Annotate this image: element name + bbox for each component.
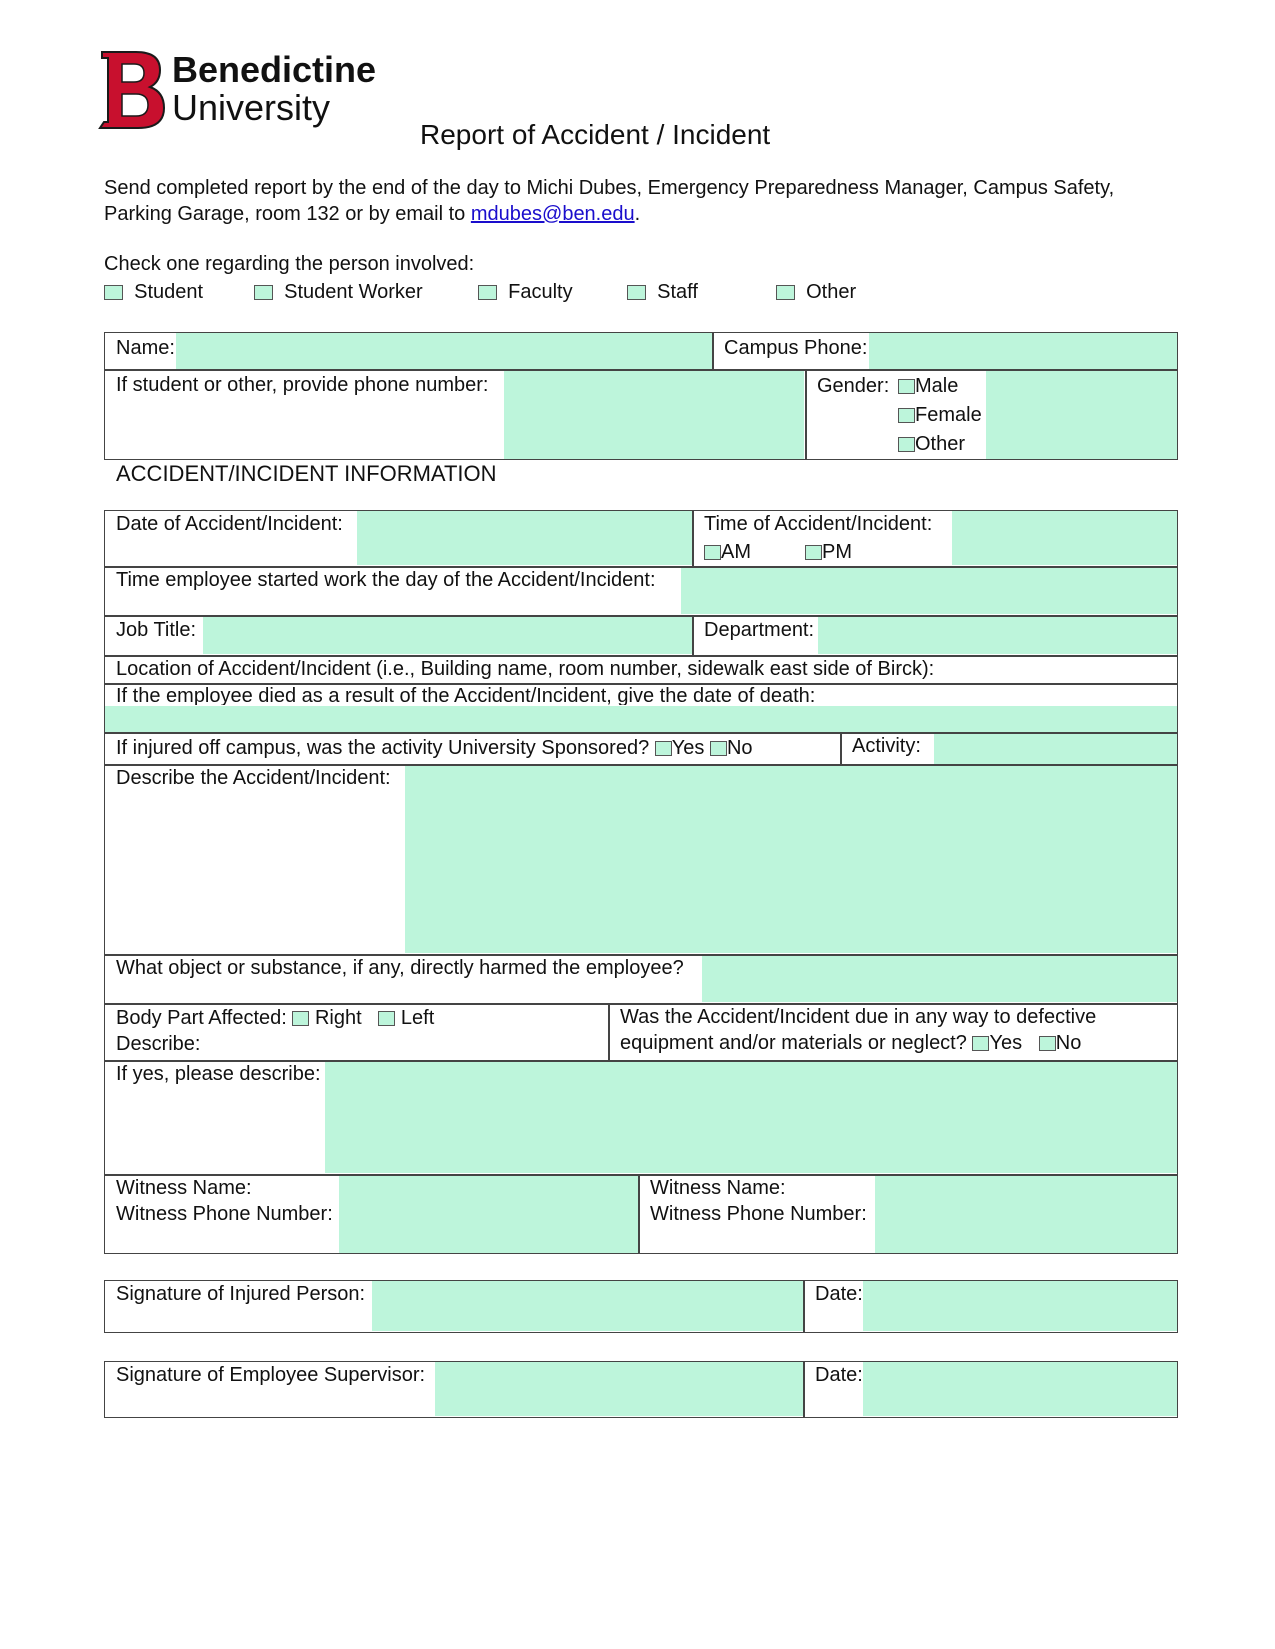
person-option-faculty[interactable] (478, 280, 573, 304)
checkbox-no[interactable] (710, 741, 727, 756)
checkbox-yes[interactable] (972, 1036, 989, 1051)
other-phone-label: If student or other, provide phone number: (116, 374, 489, 396)
checkbox[interactable] (104, 285, 123, 300)
job-title-label: Job Title: (116, 619, 197, 641)
date-label: Date of Accident/Incident: (116, 513, 343, 535)
option-label: Other (915, 433, 966, 455)
gender-option-other[interactable] (898, 432, 965, 456)
person-option-other[interactable] (776, 280, 856, 304)
person-option-student[interactable] (104, 280, 203, 304)
accident-table (104, 510, 1178, 1254)
section-heading: ACCIDENT/INCIDENT INFORMATION (116, 461, 497, 486)
body-describe-label: Describe: (116, 1033, 201, 1055)
option-label: Yes (671, 737, 705, 759)
witness2-phone-label: Witness Phone Number: (650, 1203, 867, 1225)
option-label: Staff (657, 281, 698, 303)
defective-label-line2 (620, 1031, 1081, 1055)
checkbox-left[interactable] (378, 1011, 395, 1026)
body-part-label (116, 1006, 434, 1030)
activity-label: Activity: (852, 735, 921, 757)
time-option-am[interactable] (704, 540, 751, 564)
divider (803, 1361, 805, 1418)
option-label: Other (806, 281, 857, 303)
department-label: Department: (704, 619, 815, 641)
describe-label: Describe the Accident/Incident: (116, 767, 391, 789)
divider (104, 615, 1178, 617)
option-label: Female (915, 404, 982, 426)
checkbox[interactable] (776, 285, 795, 300)
divider (840, 732, 842, 765)
logo-wordmark-line2: University (172, 87, 331, 128)
divider (692, 615, 694, 656)
divider (104, 732, 1178, 734)
checkbox-no[interactable] (1039, 1036, 1056, 1051)
person-option-student-worker[interactable] (254, 280, 423, 304)
option-label: Student (134, 281, 204, 303)
logo-wordmark-line1: Benedictine (172, 49, 377, 90)
body-part-text: Body Part Affected: (116, 1007, 287, 1029)
checkbox[interactable] (805, 545, 822, 560)
intro-line1: Send completed report by the end of the day to Michi Dubes, Emergency Preparedness Manager, Campus Safety, (104, 177, 1115, 199)
divider (692, 510, 694, 567)
checkbox[interactable] (254, 285, 273, 300)
witness1-name-label: Witness Name: (116, 1177, 252, 1199)
defective-question: equipment and/or materials or neglect? (620, 1032, 967, 1054)
defective-label-line1: Was the Accident/Incident due in any way to defective (620, 1006, 1097, 1028)
option-label: Male (915, 375, 959, 397)
object-label: What object or substance, if any, directly harmed the employee? (116, 957, 684, 979)
sig-injured-label: Signature of Injured Person: (116, 1283, 366, 1305)
gender-option-male[interactable] (898, 374, 958, 398)
intro-line2-suffix: . (634, 203, 641, 225)
sig-supervisor-date-label: Date: (815, 1364, 863, 1386)
checkbox[interactable] (627, 285, 646, 300)
off-campus-question: If injured off campus, was the activity University Sponsored? (116, 737, 650, 759)
email-link[interactable]: mdubes@ben.edu (470, 203, 635, 225)
checkbox[interactable] (898, 408, 915, 423)
if-yes-label: If yes, please describe: (116, 1063, 321, 1085)
logo (98, 46, 378, 136)
option-label: Faculty (508, 281, 573, 303)
divider (803, 1280, 805, 1333)
divider (712, 332, 714, 370)
intro-line2-prefix: Parking Garage, room 132 or by email to (104, 203, 471, 225)
person-check-label: Check one regarding the person involved: (104, 253, 475, 275)
time-option-pm[interactable] (805, 540, 852, 564)
witness1-phone-label: Witness Phone Number: (116, 1203, 333, 1225)
option-label: No (1055, 1032, 1082, 1054)
divider (608, 1003, 610, 1061)
off-campus-label (116, 736, 753, 760)
time-label: Time of Accident/Incident: (704, 513, 933, 535)
location-label: Location of Accident/Incident (i.e., Building name, room number, sidewalk east side of Birck): (116, 658, 935, 680)
checkbox[interactable] (898, 437, 915, 452)
campus-phone-label: Campus Phone: (724, 337, 868, 359)
page-title: Report of Accident / Incident (420, 119, 771, 150)
gender-option-female[interactable] (898, 403, 982, 427)
divider (805, 369, 807, 460)
checkbox-yes[interactable] (655, 741, 672, 756)
benedictine-b-logo-icon (98, 46, 166, 132)
divider (104, 369, 1178, 371)
option-label: PM (822, 541, 852, 563)
witness2-name-label: Witness Name: (650, 1177, 786, 1199)
sig-supervisor-label: Signature of Employee Supervisor: (116, 1364, 426, 1386)
name-label: Name: (116, 337, 175, 359)
gender-label: Gender: (817, 375, 890, 397)
option-label: Student Worker (284, 281, 423, 303)
checkbox-right[interactable] (292, 1011, 309, 1026)
option-label: Left (400, 1007, 435, 1029)
start-time-label: Time employee started work the day of the Accident/Incident: (116, 569, 656, 591)
death-label: If the employee died as a result of the Accident/Incident, give the date of death: (116, 685, 816, 705)
person-option-staff[interactable] (627, 280, 698, 304)
intro-line2 (104, 202, 640, 226)
checkbox[interactable] (898, 379, 915, 394)
option-label: Right (314, 1007, 362, 1029)
option-label: No (726, 737, 753, 759)
divider (638, 1174, 640, 1254)
option-label: Yes (989, 1032, 1023, 1054)
checkbox[interactable] (704, 545, 721, 560)
checkbox[interactable] (478, 285, 497, 300)
option-label: AM (721, 541, 751, 563)
sig-injured-date-label: Date: (815, 1283, 863, 1305)
divider (104, 1174, 1178, 1176)
